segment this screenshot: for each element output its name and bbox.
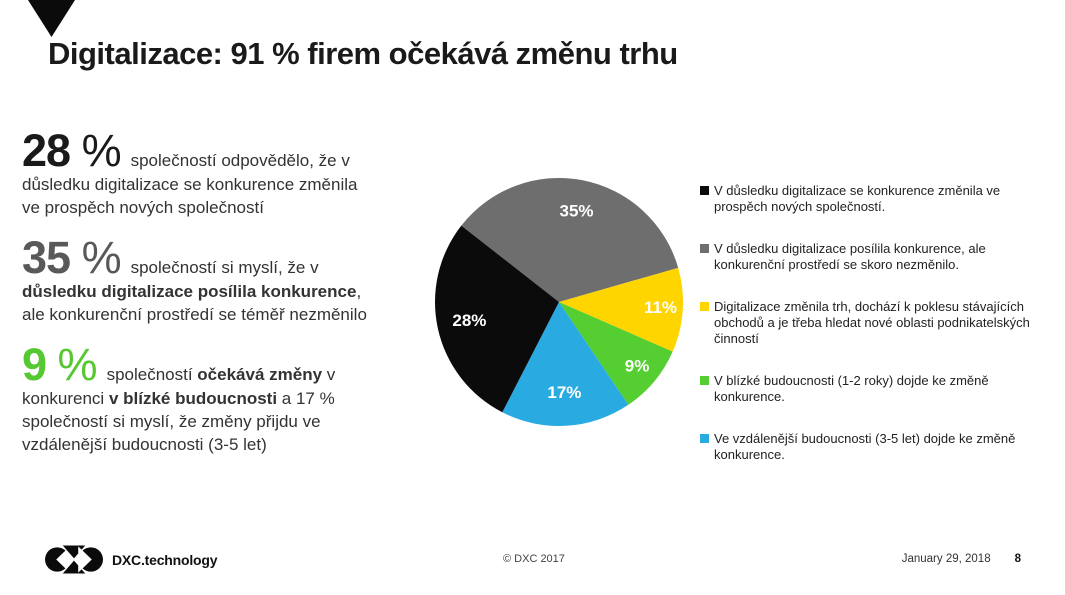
stat-value-28: 28 % (22, 125, 122, 176)
legend-marker-gray (700, 244, 709, 253)
pie-label-35: 35% (559, 201, 594, 221)
stat-text-35: společností si myslí, že v důsledku digitalizace posílila konkurence, ale konkurenční prostředí se téměř nezměnilo (22, 258, 367, 324)
legend-item (700, 431, 1054, 463)
pie-label-28: 28% (452, 311, 487, 331)
dxc-logo-icon (45, 542, 103, 577)
stat-paragraph-9 (22, 339, 370, 456)
legend-item (700, 299, 1054, 347)
pie-label-11: 11% (643, 298, 678, 318)
legend-marker-cyan (700, 434, 709, 443)
stats-column (22, 125, 370, 472)
pie-chart-svg (429, 172, 689, 432)
legend-label: Digitalizace změnila trh, dochází k poklesu stávajících obchodů a je třeba hledat nové oblasti podnikatelských činností (714, 299, 1030, 346)
brand-name: DXC.technology (112, 551, 218, 568)
legend-label: V důsledku digitalizace posílila konkurence, ale konkurenční prostředí se skoro nezměnilo. (714, 241, 986, 272)
slide-corner-triangle-icon (28, 0, 75, 37)
stat-text-9: společností očekává změny v konkurenci v blízké budoucnosti a 17 % společností si myslí, že změny přijdu ve vzdálenější budoucnosti (3-5 let) (22, 365, 336, 454)
stat-paragraph-35 (22, 232, 370, 326)
stat-value-9: 9 % (22, 339, 98, 390)
page-number: 8 (1014, 553, 1021, 565)
legend-item (700, 373, 1054, 405)
legend-label: V blízké budoucnosti (1-2 roky) dojde ke změně konkurence. (714, 373, 989, 404)
legend-marker-black (700, 186, 709, 195)
pie-label-17: 17% (547, 383, 582, 403)
legend-label: Ve vzdálenější budoucnosti (3-5 let) dojde ke změně konkurence. (714, 431, 1016, 462)
stat-text-28: společností odpovědělo, že v důsledku digitalizace se konkurence změnila ve prospěch nových společností (22, 151, 358, 217)
chart-legend (700, 183, 1054, 489)
legend-item (700, 241, 1054, 273)
page-title: Digitalizace: 91 % firem očekává změnu trhu (48, 36, 678, 71)
footer-right (902, 553, 1021, 565)
footer-brand (45, 542, 217, 577)
pie-label-9: 9% (624, 356, 650, 376)
pie-chart (429, 172, 689, 432)
footer-date: January 29, 2018 (901, 553, 991, 565)
stat-paragraph-28 (22, 125, 370, 219)
copyright-text: © DXC 2017 (503, 553, 565, 565)
legend-item (700, 183, 1054, 215)
legend-label: V důsledku digitalizace se konkurence změnila ve prospěch nových společností. (714, 183, 1001, 214)
stat-value-35: 35 % (22, 232, 122, 283)
legend-marker-yellow (700, 302, 709, 311)
legend-marker-green (700, 376, 709, 385)
